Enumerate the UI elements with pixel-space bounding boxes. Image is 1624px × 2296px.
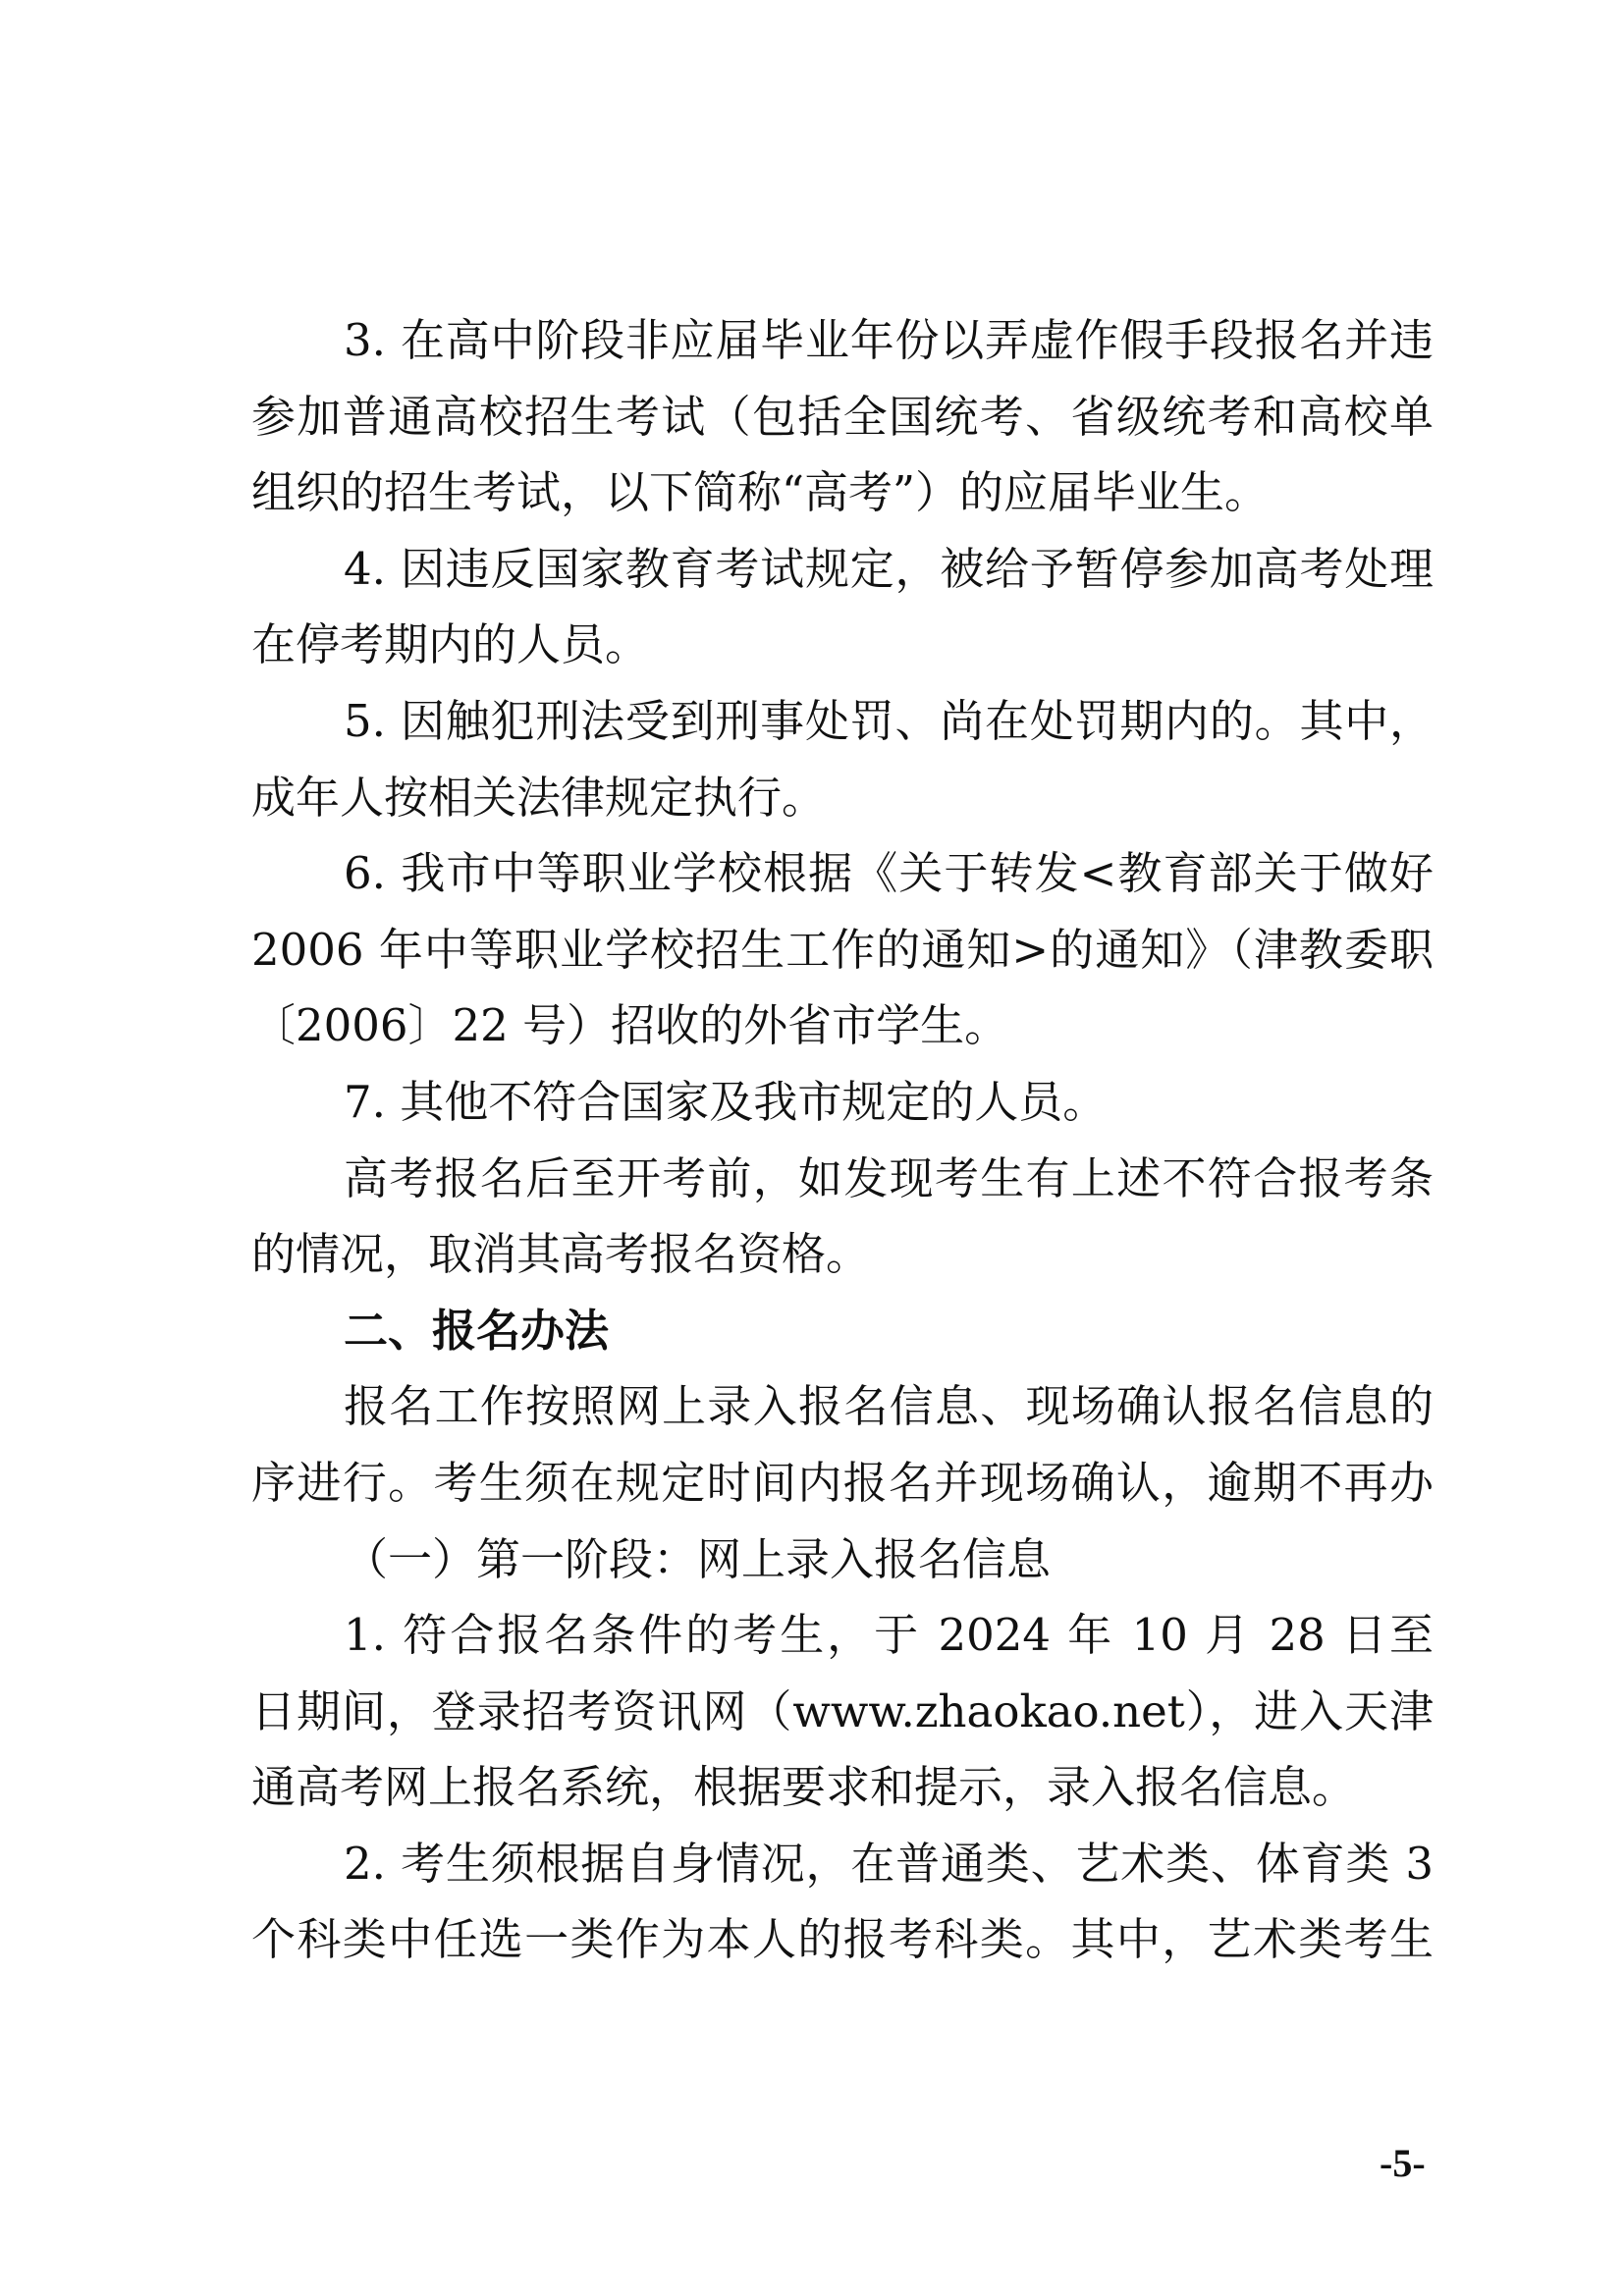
text-line: 2006 年中等职业学校招生工作的通知>的通知》（津教委职 (251, 923, 1434, 976)
text-line: 3. 在高中阶段非应届毕业年份以弄虚作假手段报名并违 (344, 314, 1434, 366)
text-line: 的情况，取消其高考报名资格。 (251, 1228, 871, 1281)
text-line: 在停考期内的人员。 (251, 618, 650, 671)
text-line: 成年人按相关法律规定执行。 (251, 771, 827, 824)
text-line: 报名工作按照网上录入报名信息、现场确认报名信息的 (344, 1380, 1434, 1433)
text-line: 序进行。考生须在规定时间内报名并现场确认，逾期不再办 (251, 1456, 1434, 1509)
text-line: 〔2006〕22 号）招收的外省市学生。 (251, 999, 1009, 1052)
document-body (251, 302, 1434, 1978)
text-line: 日期间，登录招考资讯网（www.zhaokao.net），进入天津 (251, 1684, 1434, 1737)
text-line: 2. 考生须根据自身情况，在普通类、艺术类、体育类 3 (344, 1837, 1434, 1890)
text-line: 高考报名后至开考前，如发现考生有上述不符合报考条 (344, 1151, 1434, 1204)
text-line: 7. 其他不符合国家及我市规定的人员。 (344, 1075, 1108, 1128)
page-number: -5- (1380, 2141, 1426, 2185)
text-line: 参加普通高校招生考试（包括全国统考、省级统考和高校单 (251, 390, 1434, 443)
text-line: 组织的招生考试，以下简称“高考”）的应届毕业生。 (251, 466, 1270, 519)
text-line: 1. 符合报名条件的考生，于 2024 年 10 月 28 日至 (344, 1609, 1434, 1662)
text-line: 5. 因触犯刑法受到刑事处罚、尚在处罚期内的。其中， (344, 694, 1434, 747)
section-heading: 二、报名办法 (344, 1304, 610, 1357)
text-line: 4. 因违反国家教育考试规定，被给予暂停参加高考处理 (344, 542, 1434, 595)
text-line: （一）第一阶段：网上录入报名信息 (344, 1532, 1052, 1585)
text-line: 6. 我市中等职业学校根据《关于转发<教育部关于做好 (344, 847, 1434, 900)
text-line: 个科类中任选一类作为本人的报考科类。其中，艺术类考生 (251, 1913, 1434, 1966)
text-line: 通高考网上报名系统，根据要求和提示，录入报名信息。 (251, 1761, 1357, 1814)
